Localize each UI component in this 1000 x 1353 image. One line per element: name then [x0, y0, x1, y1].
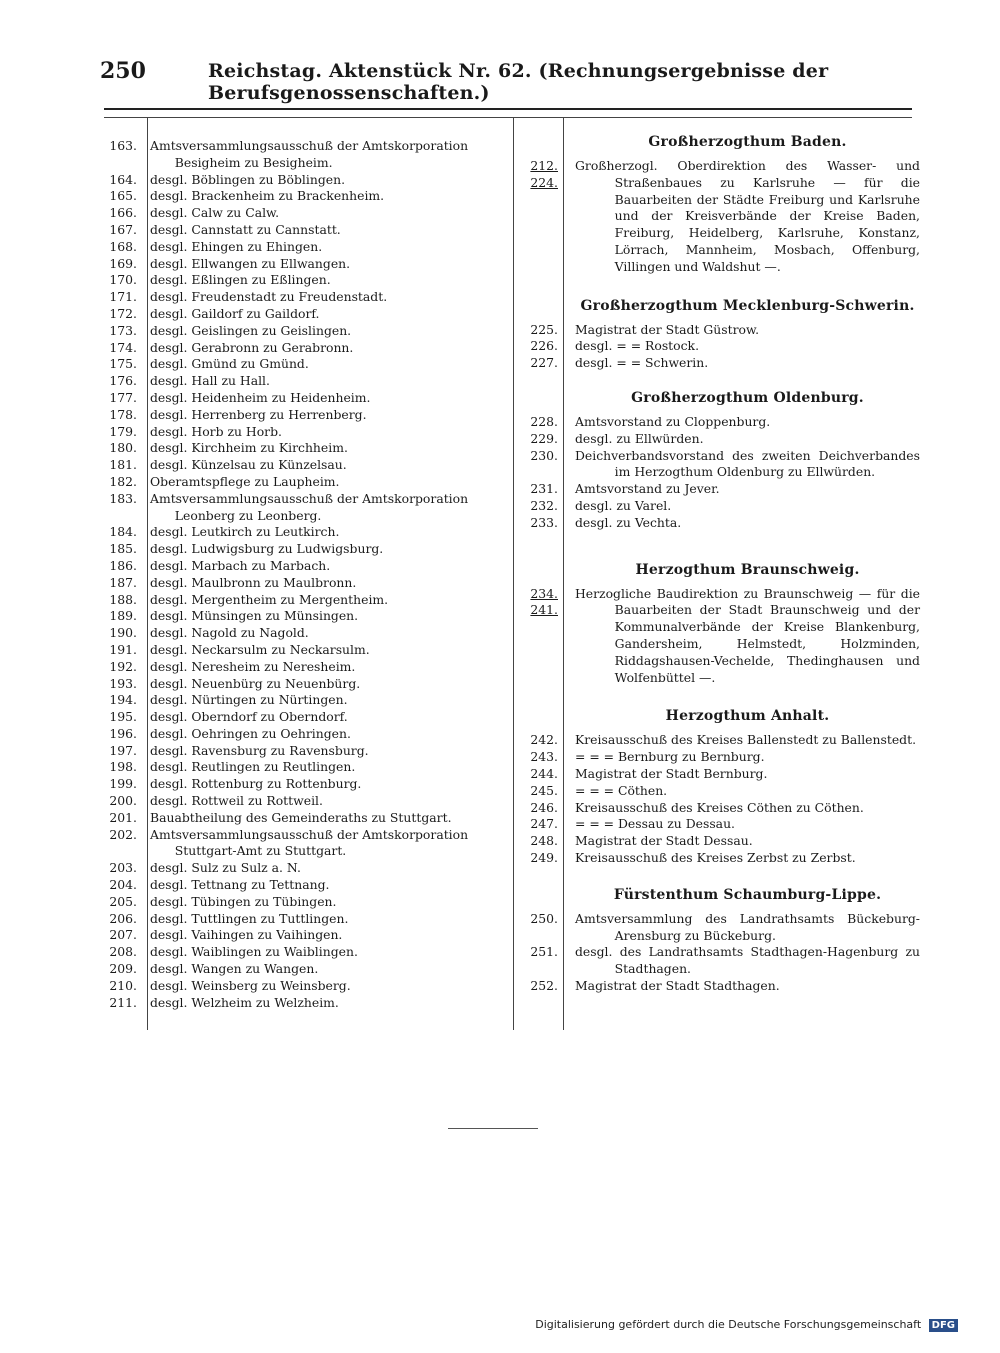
list-entry	[518, 833, 920, 850]
list-entry	[104, 407, 506, 424]
entry-text: Deichverbandsvorstand des zweiten Deichverbandes im Herzogthum Oldenburg zu Ellwürden.	[575, 447, 920, 480]
entry-text: desgl. Nagold zu Nagold.	[150, 625, 309, 641]
entry-text: desgl. Neuenbürg zu Neuenbürg.	[150, 675, 361, 691]
entry-number: 164.	[109, 171, 137, 187]
entry-text: desgl. Neresheim zu Neresheim.	[150, 658, 356, 674]
list-entry	[104, 138, 506, 172]
list-entry	[104, 524, 506, 541]
list-entry	[518, 515, 920, 532]
list-entry	[104, 424, 506, 441]
entry-text: desgl. Heidenheim zu Heidenheim.	[150, 389, 371, 405]
list-entry	[104, 995, 506, 1012]
footer-text: Digitalisierung gefördert durch die Deutsche Forschungsgemeinschaft	[535, 1318, 922, 1331]
entry-number: 229.	[530, 430, 558, 446]
list-entry	[104, 726, 506, 743]
entry-number: 191.	[109, 641, 137, 657]
entry-number: 203.	[109, 860, 137, 876]
section-heading: Großherzogthum Mecklenburg-Schwerin.	[580, 297, 915, 314]
list-entry	[104, 306, 506, 323]
entry-text: desgl. Freudenstadt zu Freudenstadt.	[150, 289, 388, 305]
list-entry	[518, 158, 920, 276]
entry-text: desgl. Tuttlingen zu Tuttlingen.	[150, 910, 349, 926]
entry-text: desgl. Rottweil zu Rottweil.	[150, 793, 323, 809]
entry-number: 184.	[109, 524, 137, 540]
entry-number: 227.	[530, 355, 558, 371]
entry-text: Amtsversammlungsausschuß der Amtskorporation Besigheim zu Besigheim.	[150, 138, 469, 170]
column-divider	[513, 118, 514, 1030]
entry-number: 187.	[109, 574, 137, 590]
entry-number: 190.	[109, 625, 137, 641]
list-entry	[104, 676, 506, 693]
list-entry	[104, 944, 506, 961]
list-entry	[104, 608, 506, 625]
entry-number: 252.	[530, 977, 558, 993]
list-entry	[104, 927, 506, 944]
entry-number: 247.	[530, 816, 558, 832]
list-entry	[104, 759, 506, 776]
entry-text: Kreisausschuß des Kreises Ballenstedt zu Ballenstedt.	[575, 732, 917, 748]
entry-number: 183.	[109, 490, 137, 506]
entry-number: 249.	[530, 849, 558, 865]
list-entry	[104, 289, 506, 306]
entry-number: 205.	[109, 893, 137, 909]
entry-number: 228.	[530, 413, 558, 429]
entry-number: 195.	[109, 709, 137, 725]
entry-text: desgl. Herrenberg zu Herrenberg.	[150, 406, 367, 422]
list-entry	[518, 816, 920, 833]
entry-text: desgl. Neckarsulm zu Neckarsulm.	[150, 641, 370, 657]
list-entry	[104, 978, 506, 995]
list-entry	[104, 911, 506, 928]
list-entry	[104, 692, 506, 709]
entry-text: desgl. Reutlingen zu Reutlingen.	[150, 759, 356, 775]
entry-text: desgl. Vaihingen zu Vaihingen.	[150, 927, 343, 943]
entry-text: desgl. Nürtingen zu Nürtingen.	[150, 692, 348, 708]
list-entry	[104, 961, 506, 978]
header-rule-top	[104, 108, 912, 110]
entry-number: 199.	[109, 776, 137, 792]
entry-text: Magistrat der Stadt Stadthagen.	[575, 977, 780, 993]
list-entry	[518, 448, 920, 482]
section-heading: Großherzogthum Baden.	[648, 134, 847, 150]
entry-number: 248.	[530, 833, 558, 849]
entry-text: Amtsvorstand zu Jever.	[575, 481, 720, 497]
entry-text: desgl. Horb zu Horb.	[150, 423, 282, 439]
entry-number: 193.	[109, 675, 137, 691]
entry-number: 202.	[109, 826, 137, 842]
entry-number: 234.	[530, 585, 558, 601]
entry-text: desgl. Eßlingen zu Eßlingen.	[150, 272, 331, 288]
list-entry	[518, 850, 920, 867]
entry-number: 226.	[530, 338, 558, 354]
list-entry	[104, 709, 506, 726]
entry-text: desgl. Leutkirch zu Leutkirch.	[150, 524, 340, 540]
entry-text: desgl. Hall zu Hall.	[150, 373, 270, 389]
entry-text: Amtsversammlung des Landrathsamts Bückeburg-Arensburg zu Bückeburg.	[575, 910, 920, 943]
entry-text: Großherzogl. Oberdirektion des Wasser- und Straßenbaues zu Karlsruhe — für die Bauarbeiten der Städte Freiburg und Karlsruhe und der Kreisverbände der Kreise Baden, Freiburg, Heidelberg, Karlsruhe, Konstanz, Lörrach, Mannheim, Mosbach, Offenburg, Villingen und Waldshut —.	[575, 158, 920, 274]
entry-number: 177.	[109, 389, 137, 405]
entry-text: desgl. zu Ellwürden.	[575, 430, 704, 446]
entry-text: Magistrat der Stadt Bernburg.	[575, 765, 768, 781]
list-entry	[104, 491, 506, 525]
entry-number: 243.	[530, 749, 558, 765]
entry-text: desgl. Kirchheim zu Kirchheim.	[150, 440, 348, 456]
list-entry	[104, 827, 506, 861]
entry-number: 176.	[109, 373, 137, 389]
entry-number: 167.	[109, 221, 137, 237]
left-column	[104, 138, 506, 1011]
list-entry	[104, 793, 506, 810]
entry-number: 251.	[530, 944, 558, 960]
entry-number: 173.	[109, 322, 137, 338]
entry-text: desgl. Rottenburg zu Rottenburg.	[150, 776, 362, 792]
list-entry	[518, 944, 920, 978]
list-entry	[104, 659, 506, 676]
list-entry	[104, 256, 506, 273]
entry-number: 231.	[530, 481, 558, 497]
entry-number: 178.	[109, 406, 137, 422]
entry-text: Bauabtheilung des Gemeinderaths zu Stuttgart.	[150, 809, 452, 825]
entry-number: 170.	[109, 272, 137, 288]
list-entry	[104, 340, 506, 357]
entry-text: desgl. Ludwigsburg zu Ludwigsburg.	[150, 541, 384, 557]
entry-text: Magistrat der Stadt Dessau.	[575, 833, 753, 849]
list-entry	[104, 810, 506, 827]
entry-number: 233.	[530, 514, 558, 530]
list-entry	[104, 743, 506, 760]
list-entry	[104, 172, 506, 189]
page-header	[100, 58, 915, 104]
list-entry	[518, 414, 920, 431]
list-entry	[104, 625, 506, 642]
entry-number: 245.	[530, 782, 558, 798]
entry-text: = = = Dessau zu Dessau.	[575, 816, 735, 832]
entry-number: 182.	[109, 473, 137, 489]
entry-number: 168.	[109, 238, 137, 254]
entry-text: desgl. Oberndorf zu Oberndorf.	[150, 709, 348, 725]
entry-text: desgl. Welzheim zu Welzheim.	[150, 994, 339, 1010]
running-title: Reichstag. Aktenstück Nr. 62. (Rechnungsergebnisse der Berufsgenossenschaften.)	[208, 60, 829, 104]
entry-text: Herzogliche Baudirektion zu Braunschweig — für die Bauarbeiten der Stadt Braunschweig und der Kommunalverbände der Kreise Blankenburg, Gandersheim, Helmstedt, Holzminden, Riddagshausen-Vechelde, Thedinghausen und Wolfenbüttel —.	[575, 585, 920, 685]
entry-number: 179.	[109, 423, 137, 439]
entry-number: 186.	[109, 557, 137, 573]
list-entry	[518, 586, 920, 687]
entry-text: desgl. Gmünd zu Gmünd.	[150, 356, 309, 372]
list-entry	[104, 356, 506, 373]
entry-text: Kreisausschuß des Kreises Cöthen zu Cöthen.	[575, 799, 864, 815]
entry-text: Amtsvorstand zu Cloppenburg.	[575, 413, 771, 429]
entry-number: 210.	[109, 977, 137, 993]
entry-number: 175.	[109, 356, 137, 372]
entry-text: desgl. Cannstatt zu Cannstatt.	[150, 221, 341, 237]
entry-text: Oberamtspflege zu Laupheim.	[150, 473, 340, 489]
list-entry	[104, 239, 506, 256]
list-entry	[104, 860, 506, 877]
list-entry	[518, 911, 920, 945]
list-entry	[104, 575, 506, 592]
entry-number: 212.	[530, 158, 558, 173]
entry-text: desgl. Marbach zu Marbach.	[150, 557, 331, 573]
section-heading: Herzogthum Braunschweig.	[635, 561, 860, 578]
entry-number: 189.	[109, 608, 137, 624]
list-entry	[104, 272, 506, 289]
entry-text: desgl. Tübingen zu Tübingen.	[150, 893, 337, 909]
list-entry	[518, 338, 920, 355]
header-rule-bottom	[104, 117, 912, 118]
entry-text: desgl. Calw zu Calw.	[150, 205, 280, 221]
list-entry	[104, 558, 506, 575]
entry-number: 197.	[109, 742, 137, 758]
list-entry	[104, 457, 506, 474]
list-entry	[104, 390, 506, 407]
entry-number: 207.	[109, 927, 137, 943]
entry-text: desgl. Gerabronn zu Gerabronn.	[150, 339, 354, 355]
entry-text: desgl. Münsingen zu Münsingen.	[150, 608, 359, 624]
entry-text: desgl. Waiblingen zu Waiblingen.	[150, 944, 358, 960]
entry-text: desgl. Mergentheim zu Mergentheim.	[150, 591, 389, 607]
entry-number: 180.	[109, 440, 137, 456]
entry-text: desgl. Weinsberg zu Weinsberg.	[150, 977, 351, 993]
list-entry	[104, 205, 506, 222]
entry-text: desgl. Gaildorf zu Gaildorf.	[150, 305, 320, 321]
list-entry	[104, 877, 506, 894]
section-heading: Fürstenthum Schaumburg-Lippe.	[613, 886, 882, 903]
entry-number-end: 241.	[530, 602, 558, 618]
entry-number: 188.	[109, 591, 137, 607]
entry-text: desgl. Ravensburg zu Ravensburg.	[150, 742, 369, 758]
entry-text: = = = Bernburg zu Bernburg.	[575, 749, 765, 765]
entry-number: 246.	[530, 799, 558, 815]
entry-number: 225.	[530, 321, 558, 337]
entry-number: 174.	[109, 339, 137, 355]
entry-text: desgl. Böblingen zu Böblingen.	[150, 171, 346, 187]
list-entry	[518, 732, 920, 749]
section-heading: Großherzogthum Oldenburg.	[631, 389, 864, 406]
list-entry	[104, 222, 506, 239]
entry-text: desgl. zu Varel.	[575, 497, 672, 513]
entry-text: desgl. Oehringen zu Oehringen.	[150, 725, 351, 741]
entry-number: 198.	[109, 759, 137, 775]
list-entry	[518, 783, 920, 800]
list-entry	[518, 481, 920, 498]
entry-number-end: 224.	[530, 174, 558, 190]
entry-text: desgl. = = Rostock.	[575, 338, 700, 354]
list-entry	[104, 323, 506, 340]
entry-number: 171.	[109, 289, 137, 305]
entry-text: desgl. Sulz zu Sulz a. N.	[150, 860, 301, 876]
entry-number: 209.	[109, 961, 137, 977]
entry-text: desgl. Geislingen zu Geislingen.	[150, 322, 352, 338]
page-number: 250	[100, 58, 146, 84]
list-entry	[518, 978, 920, 995]
entry-number: 244.	[530, 765, 558, 781]
list-entry	[518, 749, 920, 766]
entry-number: 206.	[109, 910, 137, 926]
list-entry	[104, 642, 506, 659]
list-entry	[104, 440, 506, 457]
entry-text: desgl. Wangen zu Wangen.	[150, 961, 319, 977]
list-entry	[518, 800, 920, 817]
right-column	[518, 134, 920, 995]
entry-number: 172.	[109, 305, 137, 321]
entry-number: 181.	[109, 457, 137, 473]
list-entry	[104, 541, 506, 558]
end-rule	[448, 1128, 538, 1129]
list-entry	[518, 498, 920, 515]
entry-text: desgl. Maulbronn zu Maulbronn.	[150, 574, 357, 590]
entry-number: 165.	[109, 188, 137, 204]
entry-number: 196.	[109, 725, 137, 741]
section-heading: Herzogthum Anhalt.	[665, 708, 830, 725]
entry-text: Magistrat der Stadt Güstrow.	[575, 321, 760, 337]
entry-number: 232.	[530, 497, 558, 513]
list-entry	[104, 592, 506, 609]
list-entry	[104, 474, 506, 491]
entry-number: 242.	[530, 732, 558, 748]
list-entry	[518, 431, 920, 448]
list-entry	[104, 373, 506, 390]
entry-number: 211.	[109, 994, 137, 1010]
entry-text: desgl. Tettnang zu Tettnang.	[150, 877, 330, 893]
entry-number: 163.	[109, 138, 137, 153]
list-entry	[518, 322, 920, 339]
entry-number: 208.	[109, 944, 137, 960]
list-entry	[104, 776, 506, 793]
entry-number: 166.	[109, 205, 137, 221]
entry-number: 185.	[109, 541, 137, 557]
entry-number: 194.	[109, 692, 137, 708]
entry-number: 192.	[109, 658, 137, 674]
dfg-logo: DFG	[929, 1319, 958, 1332]
entry-number: 200.	[109, 793, 137, 809]
entry-text: desgl. Ellwangen zu Ellwangen.	[150, 255, 351, 271]
entry-text: desgl. = = Schwerin.	[575, 355, 709, 371]
entry-text: desgl. des Landrathsamts Stadthagen-Hagenburg zu Stadthagen.	[575, 944, 920, 977]
entry-text: = = = Cöthen.	[575, 782, 668, 798]
entry-number: 201.	[109, 809, 137, 825]
list-entry	[518, 766, 920, 783]
entry-text: Kreisausschuß des Kreises Zerbst zu Zerbst.	[575, 849, 856, 865]
entry-number: 250.	[530, 910, 558, 926]
entry-text: desgl. zu Vechta.	[575, 514, 682, 530]
entry-number: 169.	[109, 255, 137, 271]
entry-text: desgl. Künzelsau zu Künzelsau.	[150, 457, 347, 473]
entry-text: desgl. Ehingen zu Ehingen.	[150, 238, 323, 254]
list-entry	[104, 188, 506, 205]
entry-number: 204.	[109, 877, 137, 893]
entry-text: Amtsversammlungsausschuß der Amtskorporation Stuttgart-Amt zu Stuttgart.	[150, 826, 469, 859]
list-entry	[104, 894, 506, 911]
list-entry	[518, 355, 920, 372]
entry-text: Amtsversammlungsausschuß der Amtskorporation Leonberg zu Leonberg.	[150, 490, 469, 523]
entry-number: 230.	[530, 447, 558, 463]
entry-text: desgl. Brackenheim zu Brackenheim.	[150, 188, 385, 204]
footer-credit	[535, 1318, 958, 1332]
